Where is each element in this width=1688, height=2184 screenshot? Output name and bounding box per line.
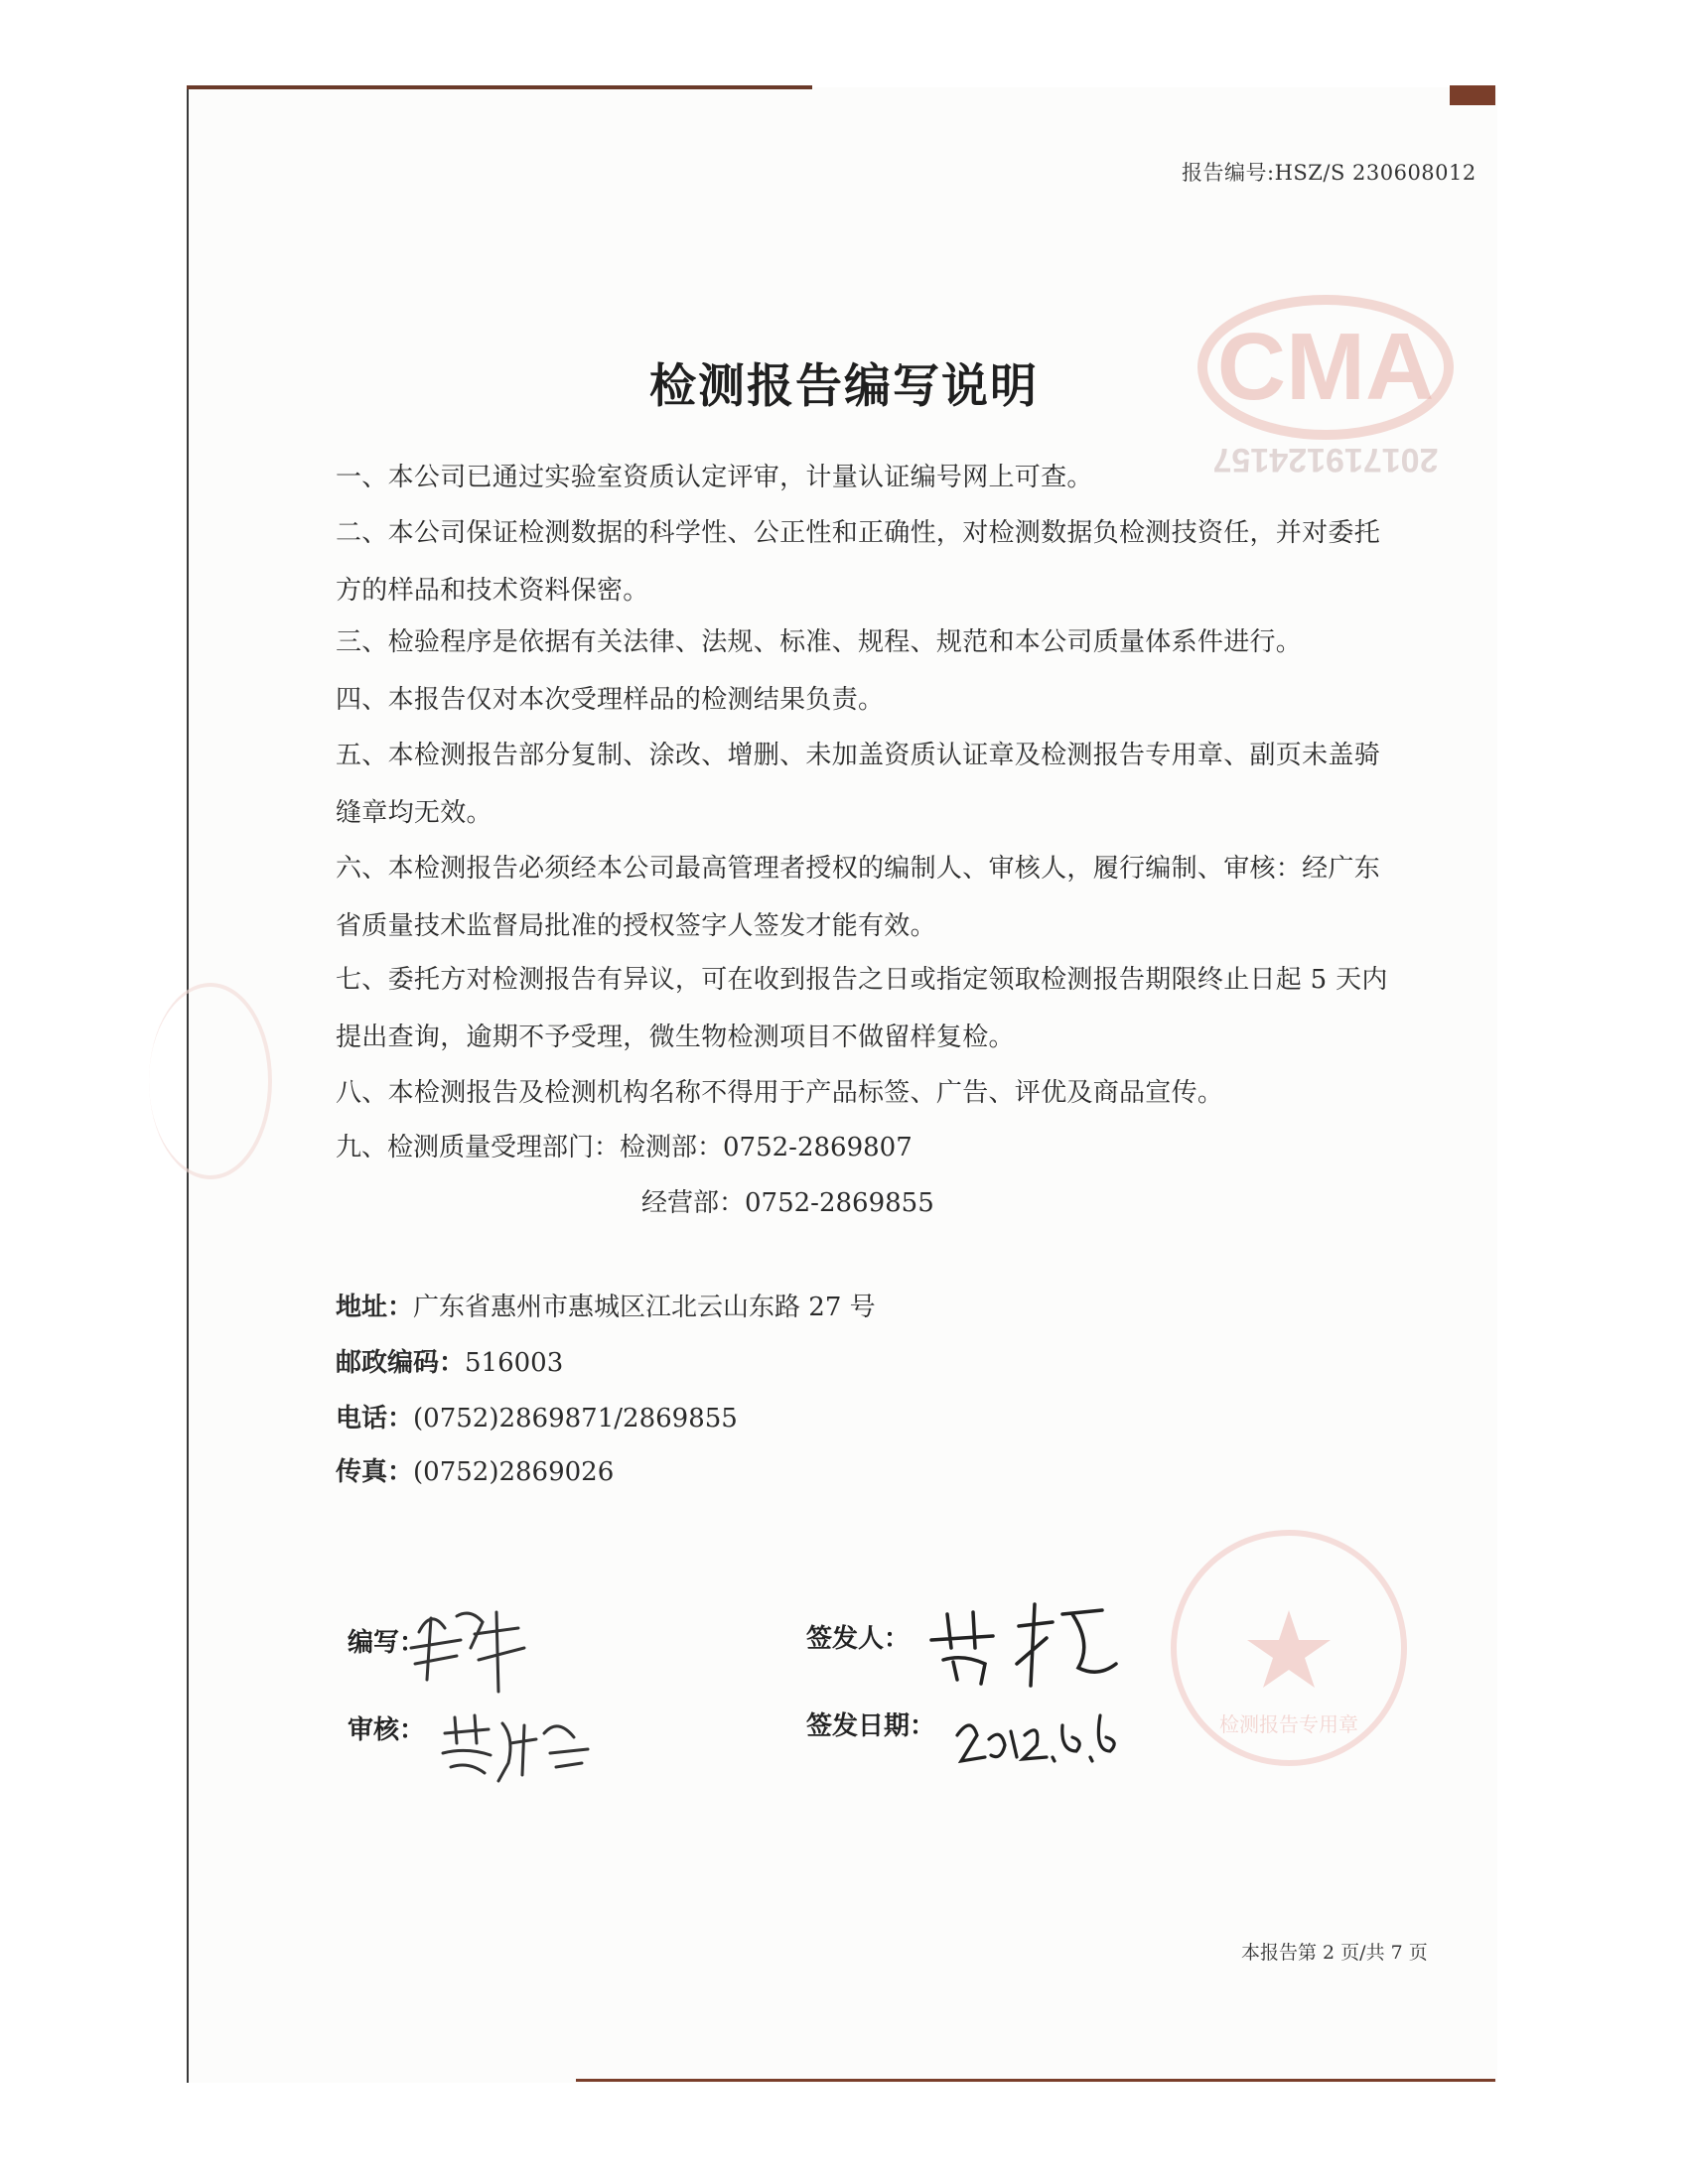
issue-date-signature bbox=[951, 1702, 1130, 1781]
page-corner-edge bbox=[1450, 85, 1495, 105]
address-row bbox=[336, 1287, 876, 1323]
postcode-value: 516003 bbox=[465, 1348, 564, 1378]
paragraph-8 bbox=[336, 1064, 1448, 1122]
compiler-signature bbox=[401, 1588, 540, 1698]
seal-stamp-text: 检测报告专用章 bbox=[1219, 1712, 1358, 1736]
paragraph-3 bbox=[336, 614, 1448, 671]
reviewer-signature bbox=[433, 1704, 602, 1793]
issuer-signature bbox=[923, 1584, 1122, 1694]
paragraph-line: 一、本公司已通过实验室资质认定评审，计量认证编号网上可查。 bbox=[336, 463, 1093, 492]
reviewer-label: 审核： bbox=[348, 1715, 426, 1745]
tel-row bbox=[336, 1398, 738, 1434]
paragraph-2 bbox=[336, 504, 1448, 619]
paragraph-line: 六、本检测报告必须经本公司最高管理者授权的编制人、审核人，履行编制、审核：经广东 bbox=[336, 854, 1381, 884]
fax-row bbox=[336, 1451, 614, 1488]
issue-date-label: 签发日期： bbox=[806, 1711, 936, 1741]
paragraph-line: 四、本报告仅对本次受理样品的检测结果负责。 bbox=[336, 685, 885, 715]
page-top-edge bbox=[187, 85, 812, 89]
postcode-row bbox=[336, 1342, 563, 1379]
address-label: 地址： bbox=[336, 1293, 414, 1322]
compiler-label: 编写： bbox=[348, 1628, 426, 1658]
cma-stamp-text: CMA bbox=[1216, 314, 1435, 420]
paragraph-line: 省质量技术监督局批准的授权签字人签发才能有效。 bbox=[336, 911, 936, 941]
page-bottom-edge bbox=[576, 2079, 1495, 2082]
fax-value: (0752)2869026 bbox=[413, 1457, 615, 1487]
paragraph-line: 五、本检测报告部分复制、涂改、增删、未加盖资质认证章及检测报告专用章、副页未盖骑 bbox=[336, 741, 1381, 770]
paragraph-line: 七、委托方对检测报告有异议，可在收到报告之日或指定领取检测报告期限终止日起 5 天内 bbox=[336, 965, 1388, 995]
page-footer: 本报告第 2 页/共 7 页 bbox=[1241, 1942, 1428, 1964]
fax-label: 传真： bbox=[336, 1457, 414, 1487]
paragraph-line: 八、本检测报告及检测机构名称不得用于产品标签、广告、评优及商品宣传。 bbox=[336, 1078, 1224, 1108]
paragraph-line: 缝章均无效。 bbox=[336, 798, 492, 828]
paragraph-7 bbox=[336, 951, 1448, 1066]
seal-stamp bbox=[1160, 1519, 1418, 1777]
paragraph-6 bbox=[336, 840, 1448, 955]
edge-stamp bbox=[149, 983, 272, 1179]
cma-stamp-number: 201719124157 bbox=[1212, 441, 1439, 478]
paragraph-line: 方的样品和技术资料保密。 bbox=[336, 576, 649, 606]
phone-line-testing: 九、检测质量受理部门：检测部：0752-2869807 bbox=[336, 1133, 913, 1162]
issuer-label: 签发人： bbox=[806, 1624, 911, 1654]
paragraph-line: 提出查询，逾期不予受理，微生物检测项目不做留样复检。 bbox=[336, 1023, 1015, 1052]
document-title: 检测报告编写说明 bbox=[649, 359, 1039, 414]
paragraph-4 bbox=[336, 671, 1448, 729]
report-number: 报告编号:HSZ/S 230608012 bbox=[1182, 161, 1477, 185]
tel-value: (0752)2869871/2869855 bbox=[413, 1404, 738, 1433]
postcode-label: 邮政编码： bbox=[336, 1348, 466, 1378]
address-value: 广东省惠州市惠城区江北云山东路 27 号 bbox=[413, 1293, 876, 1322]
tel-label: 电话： bbox=[336, 1404, 414, 1433]
paragraph-5 bbox=[336, 727, 1448, 842]
paragraph-line: 三、检验程序是依据有关法律、法规、标准、规程、规范和本公司质量体系件进行。 bbox=[336, 627, 1303, 657]
phone-line-business: 经营部：0752-2869855 bbox=[641, 1188, 934, 1218]
department-phones bbox=[336, 1120, 934, 1231]
paragraph-1 bbox=[336, 449, 1448, 506]
paragraph-line: 二、本公司保证检测数据的科学性、公正性和正确性，对检测数据负检测技资任，并对委托 bbox=[336, 518, 1381, 548]
